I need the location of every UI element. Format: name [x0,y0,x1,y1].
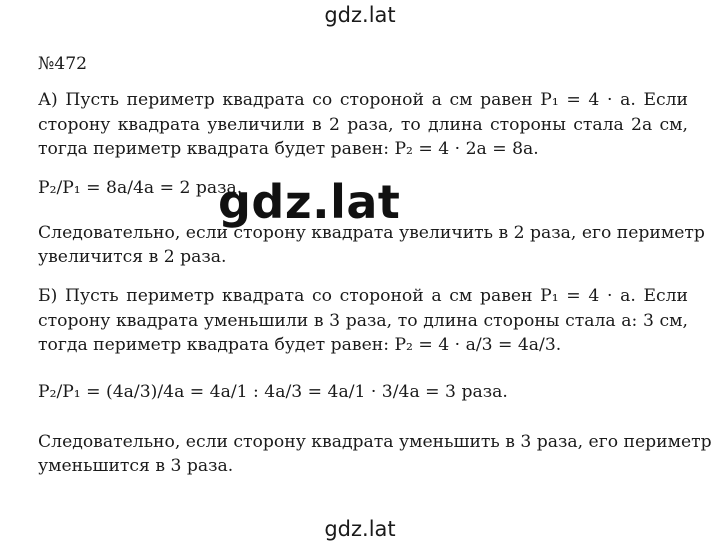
problem-number: №472 [38,54,88,74]
part-b-conclusion-2: уменьшится в 3 раза. [38,456,234,476]
watermark-center: gdz.lat [218,175,401,229]
part-b-ratio: P₂/P₁ = (4a/3)/4a = 4a/1 : 4a/3 = 4a/1 · 3/4a = 3 раза. [38,382,508,402]
part-b-line-1: Б) Пусть периметр квадрата со стороной a см равен P₁ = 4 · a. Если [38,286,688,306]
part-a-line-1: А) Пусть периметр квадрата со стороной a см равен P₁ = 4 · a. Если [38,90,688,110]
part-b-line-2: сторону квадрата уменьшили в 3 раза, то длина стороны стала a: 3 см, [38,311,688,331]
part-a-conclusion-1: Следовательно, если сторону квадрата увеличить в 2 раза, его периметр [38,223,705,243]
part-a-conclusion-2: увеличится в 2 раза. [38,247,227,267]
part-b-conclusion-1: Следовательно, если сторону квадрата уменьшить в 3 раза, его периметр [38,432,712,452]
watermark-bottom: gdz.lat [324,517,396,541]
watermark-top: gdz.lat [324,3,396,27]
part-b-line-3: тогда периметр квадрата будет равен: P₂ = 4 · a/3 = 4a/3. [38,335,562,355]
part-a-line-2: сторону квадрата увеличили в 2 раза, то длина стороны стала 2a см, [38,115,688,135]
part-a-ratio: P₂/P₁ = 8a/4a = 2 раза. [38,178,243,198]
part-a-line-3: тогда периметр квадрата будет равен: P₂ = 4 · 2a = 8a. [38,139,539,159]
